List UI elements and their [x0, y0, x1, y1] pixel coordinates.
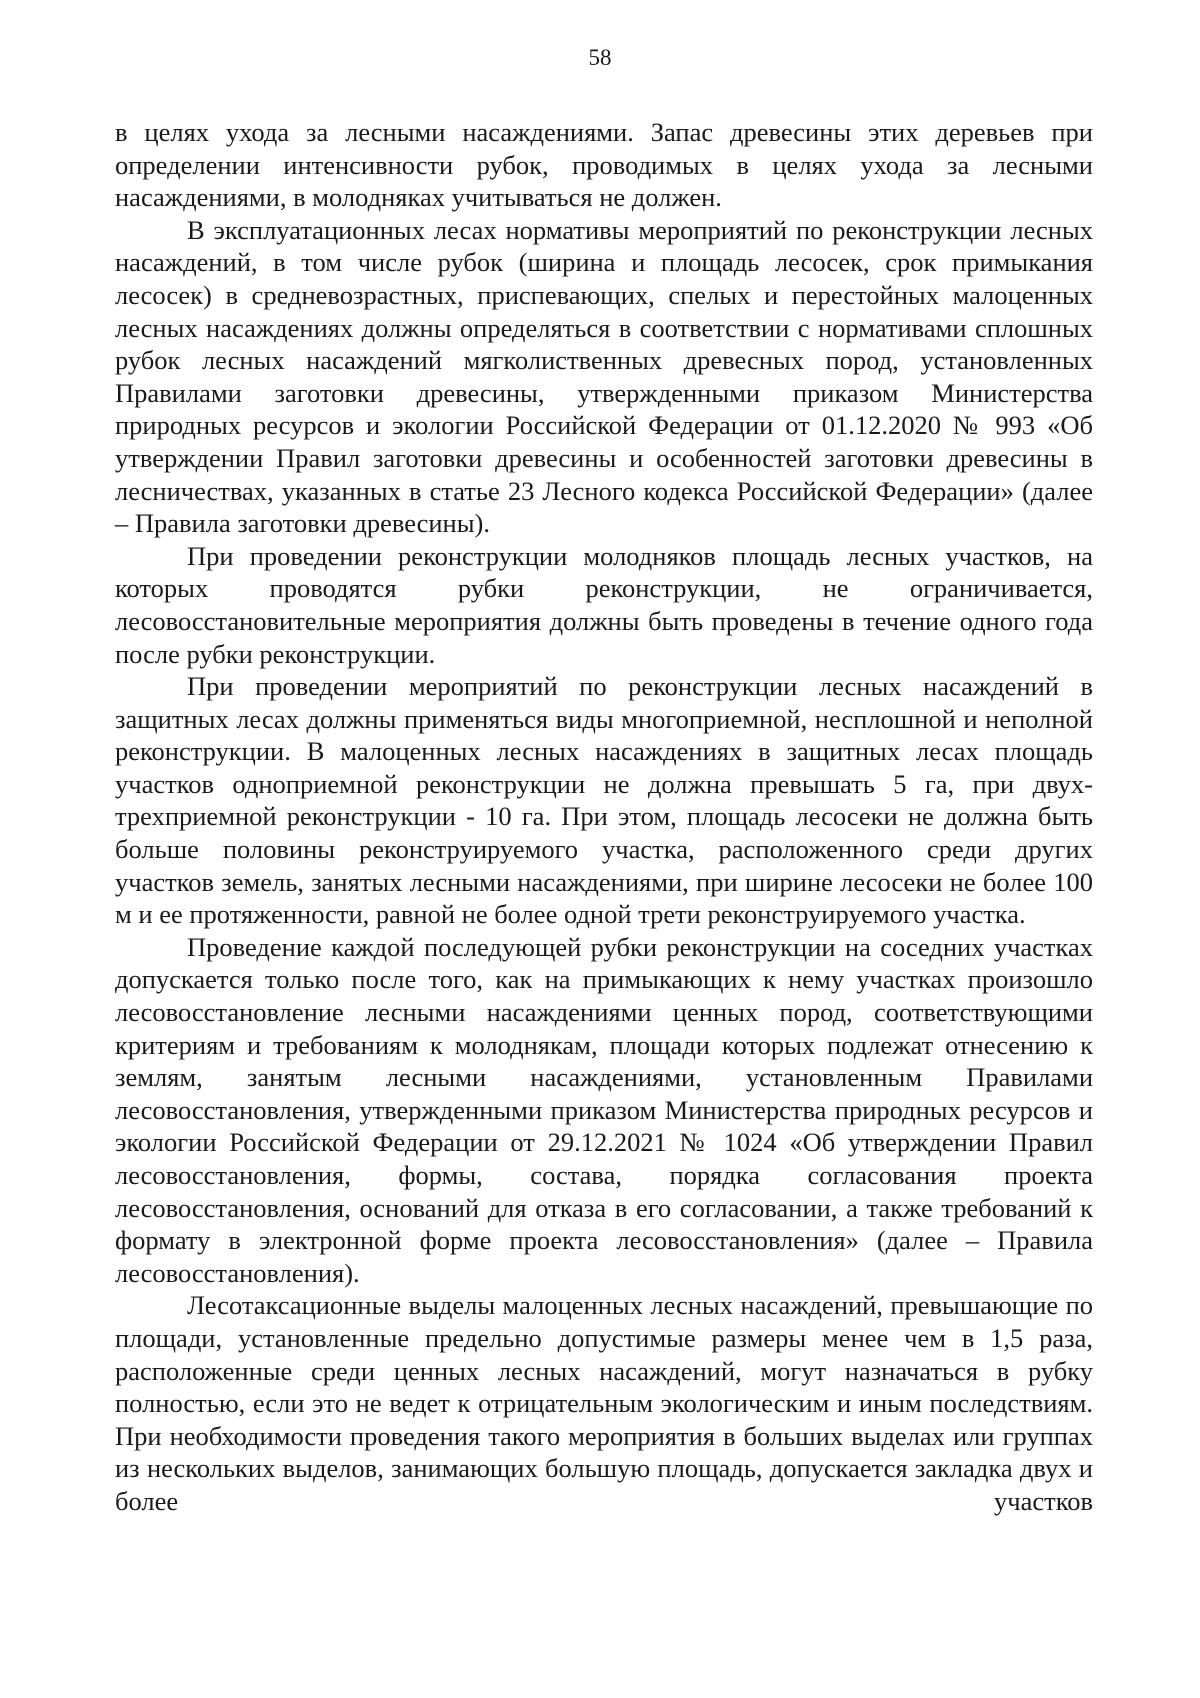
paragraph-protective-forests: При проведении мероприятий по реконструкции лесных насаждений в защитных лесах должны применяться виды многоприемной, несплошной и неполной реконструкции. В малоценных лесных насаждениях в защитных лесах площадь участков одноприемной реконструкции не должна превышать 5 га, при двух-трехприемной реконструкции - 10 га. При этом, площадь лесосеки не должна быть больше половины реконструируемого участка, расположенного среди других участков земель, занятых лесными насаждениями, при ширине лесосеки не более 100 м и ее протяженности, равной не более одной трети реконструируемого участка. [115, 671, 1093, 930]
paragraph-exploitation-forests: В эксплуатационных лесах нормативы мероприятий по реконструкции лесных насаждений, в том числе рубок (ширина и площадь лесосек, срок примыкания лесосек) в средневозрастных, приспевающих, спелых и перестойных малоценных лесных насаждениях должны определяться в соответствии с нормативами сплошных рубок лесных насаждений мягколиственных древесных пород, установленных Правилами заготовки древесины, утвержденными приказом Министерства природных ресурсов и экологии Российской Федерации от 01.12.2020 № 993 «Об утверждении Правил заготовки древесины и особенностей заготовки древесины в лесничествах, указанных в статье 23 Лесного кодекса Российской Федерации» (далее – Правила заготовки древесины). [115, 214, 1093, 539]
paragraph-continuation: в целях ухода за лесными насаждениями. Запас древесины этих деревьев при определении интенсивности рубок, проводимых в целях ухода за лесными насаждениями, в молодняках учитываться не должен. [115, 117, 1093, 213]
paragraph-young-stands-reconstruction: При проведении реконструкции молодняков площадь лесных участков, на которых проводятся рубки реконструкции, не ограничивается, лесовосстановительные мероприятия должны быть проведены в течение одного года после рубки реконструкции. [115, 540, 1093, 669]
body-text [115, 116, 1093, 1518]
paragraph-subsequent-felling: Проведение каждой последующей рубки реконструкции на соседних участках допускается только после того, как на примыкающих к нему участках произошло лесовосстановление лесными насаждениями ценных пород, соответствующими критериям и требованиям к молоднякам, площади которых подлежат отнесению к землям, занятым лесными насаждениями, установленным Правилами лесовосстановления, утвержденными приказом Министерства природных ресурсов и экологии Российской Федерации от 29.12.2021 № 1024 «Об утверждении Правил лесовосстановления, формы, состава, порядка согласования проекта лесовосстановления, оснований для отказа в его согласовании, а также требований к формату в электронной форме проекта лесовосстановления» (далее – Правила лесовосстановления). [115, 931, 1093, 1288]
page-number: 58 [588, 45, 612, 70]
paragraph-taxation-units: Лесотаксационные выделы малоценных лесных насаждений, превышающие по площади, установленные предельно допустимые размеры менее чем в 1,5 раза, расположенные среди ценных лесных насаждений, могут назначаться в рубку полностью, если это не ведет к отрицательным экологическим и иным последствиям. При необходимости проведения такого мероприятия в больших выделах или группах из нескольких выделов, занимающих большую площадь, допускается закладка двух и более участков [115, 1290, 1093, 1516]
